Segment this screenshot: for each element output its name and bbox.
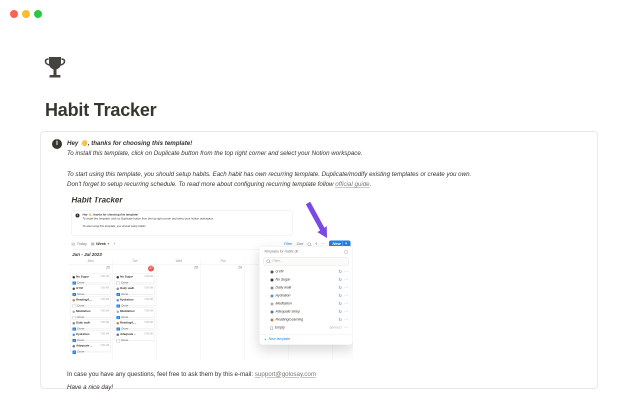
- done-label: Done: [121, 338, 129, 342]
- more-icon[interactable]: ⋯: [344, 317, 348, 322]
- done-label: Done: [77, 304, 85, 308]
- template-item[interactable]: [260, 292, 353, 300]
- more-icon[interactable]: ⋯: [344, 269, 348, 274]
- more-icon[interactable]: ⋯: [344, 309, 348, 314]
- callout-line-4-text: Don't forget to setup recurring schedule. To read more about configuring recurring template follow: [67, 181, 336, 189]
- habit-time: 7:00 AM: [144, 275, 153, 278]
- today-tab[interactable]: [72, 241, 87, 246]
- reading-icon: [117, 321, 120, 324]
- templates-dropdown: [259, 246, 353, 345]
- info-icon: i: [52, 139, 62, 149]
- drag-handle-icon: ⋮⋮: [264, 302, 269, 306]
- plus-icon: +: [264, 336, 267, 342]
- day-number-value: 26: [106, 265, 110, 270]
- habit-name: No Sugar: [76, 275, 89, 279]
- callout-line-4-period: .: [369, 181, 372, 189]
- have-a-nice-day-line: Have a nice day!: [67, 383, 114, 391]
- habit-name: Reading/L...: [120, 321, 137, 325]
- day-header: Thu: [201, 259, 245, 265]
- calendar-column: [201, 259, 245, 360]
- done-checkbox[interactable]: ✓: [117, 327, 120, 331]
- habit-name: Adequate ...: [76, 344, 93, 348]
- no-sugar-icon: [117, 275, 120, 278]
- day-header: Mon: [69, 259, 113, 265]
- habit-card[interactable]: [115, 284, 156, 294]
- habit-name: No Sugar: [120, 275, 133, 279]
- info-icon[interactable]: i: [345, 250, 347, 254]
- repeat-icon: ↻: [338, 285, 342, 290]
- day-number: [113, 264, 157, 272]
- repeat-icon: ↻: [338, 293, 342, 298]
- hydration-icon: [73, 333, 76, 336]
- done-checkbox[interactable]: ✓: [73, 292, 76, 296]
- list-view-icon: ▤: [71, 241, 76, 246]
- habit-card[interactable]: [71, 330, 112, 340]
- template-name: Hydration: [275, 293, 291, 298]
- dropdown-title: Templates for Habits db: [264, 249, 299, 254]
- mini-callout: [72, 210, 293, 236]
- habit-card[interactable]: [71, 342, 112, 352]
- default-badge: DEFAULT: [329, 326, 342, 330]
- reading-icon: [271, 318, 274, 321]
- habit-name: Daily walk: [76, 321, 91, 325]
- template-item[interactable]: [260, 324, 353, 332]
- habit-card[interactable]: [115, 330, 156, 340]
- done-checkbox[interactable]: ✓: [73, 327, 76, 331]
- purple-arrow-annotation: [298, 199, 333, 245]
- habit-time: 7:00 AM: [100, 309, 109, 313]
- habit-card[interactable]: [115, 273, 156, 283]
- template-name: GYM: [275, 269, 284, 274]
- calendar-column: [157, 259, 201, 360]
- habit-card[interactable]: [71, 273, 112, 283]
- info-icon: i: [77, 213, 78, 217]
- day-number: [157, 264, 201, 272]
- habit-time: 7:00 AM: [100, 275, 109, 278]
- done-checkbox[interactable]: ✓: [117, 315, 120, 319]
- day-number-value: 28: [194, 265, 198, 270]
- habit-name: Adequate ...: [120, 332, 137, 336]
- automations-icon[interactable]: ϟ: [315, 241, 318, 246]
- new-template-button[interactable]: [260, 336, 353, 343]
- repeat-icon: ↻: [338, 317, 342, 322]
- habit-time: 7:00 AM: [100, 298, 109, 301]
- mini-callout-line-2: To install this template, click on Duplicate button from the top right corner and select your Notion workspace.: [82, 217, 214, 221]
- empty-page-icon: [271, 326, 274, 330]
- more-icon[interactable]: ⋯: [344, 301, 348, 306]
- done-label: Done: [121, 327, 129, 331]
- sleep-icon: [271, 310, 274, 313]
- drag-handle-icon: ⋮⋮: [264, 318, 269, 322]
- dumbbell-icon: [271, 270, 274, 273]
- day-number: [69, 264, 113, 272]
- done-label: Done: [121, 292, 129, 296]
- done-checkbox[interactable]: ✓: [117, 304, 120, 308]
- template-preview-image: [69, 197, 353, 360]
- day-number-value: 29: [238, 265, 242, 270]
- habit-card[interactable]: [71, 284, 112, 294]
- drag-handle-icon: ⋮⋮: [264, 310, 269, 314]
- template-item[interactable]: [260, 316, 353, 324]
- done-checkbox[interactable]: ✓: [73, 350, 76, 354]
- hydration-icon: [271, 294, 274, 297]
- template-name: Empty: [275, 325, 285, 330]
- walk-icon: [117, 287, 120, 290]
- no-sugar-icon: [73, 275, 76, 278]
- template-item[interactable]: [260, 308, 353, 316]
- trophy-icon[interactable]: [44, 55, 66, 88]
- support-line: [67, 368, 583, 381]
- official-guide-link[interactable]: official guide: [335, 181, 370, 189]
- page-title: Habit Tracker: [45, 100, 157, 120]
- week-tab-label: Week: [96, 241, 106, 246]
- minimize-window-button[interactable]: [22, 10, 30, 18]
- habit-name: Meditation: [76, 309, 91, 313]
- sleep-icon: [117, 333, 120, 336]
- done-label: Done: [77, 281, 85, 285]
- done-label: Done: [121, 304, 129, 308]
- meditation-icon: [271, 302, 274, 305]
- habit-time: 7:00 AM: [144, 298, 153, 301]
- calendar-view-icon: ▦: [90, 241, 95, 246]
- drag-handle-icon: ⋮⋮: [264, 270, 269, 274]
- habit-name: Reading/L...: [76, 298, 93, 302]
- habit-name: Hydration: [76, 332, 90, 336]
- day-header: Wed: [157, 259, 201, 265]
- done-label: Done: [77, 327, 85, 331]
- done-checkbox[interactable]: ✓: [73, 338, 76, 342]
- today-badge: 27: [149, 266, 153, 270]
- today-tab-label: Today: [76, 241, 87, 246]
- new-template-label: New template: [268, 337, 291, 341]
- callout-line-4: [67, 180, 583, 190]
- meditation-icon: [117, 310, 120, 313]
- habit-card[interactable]: [71, 319, 112, 329]
- chevron-down-icon: ▾: [343, 241, 347, 246]
- add-view-button[interactable]: +: [113, 241, 116, 246]
- template-item[interactable]: [260, 268, 353, 276]
- drag-handle-icon: ⋮⋮: [264, 286, 269, 290]
- habit-name: Hydration: [120, 298, 134, 302]
- template-item[interactable]: [260, 284, 353, 292]
- drag-handle-icon: ⋮⋮: [264, 326, 269, 330]
- habit-card[interactable]: [71, 307, 112, 317]
- template-name: Reading/Learning: [275, 317, 304, 322]
- done-label: Done: [77, 338, 85, 342]
- dumbbell-icon: [73, 287, 76, 290]
- more-icon[interactable]: ⋯: [344, 277, 348, 282]
- done-checkbox[interactable]: ✓: [117, 292, 120, 296]
- habit-time: 7:00 AM: [100, 321, 109, 324]
- done-checkbox[interactable]: [117, 338, 121, 342]
- reading-icon: [73, 298, 76, 301]
- week-tab[interactable]: [91, 241, 110, 246]
- hydration-icon: [117, 298, 120, 301]
- template-name: Daily walk: [275, 285, 292, 290]
- habit-time: 7:00 AM: [100, 344, 109, 347]
- habit-card[interactable]: [115, 296, 156, 306]
- habit-time: 7:00 AM: [100, 286, 109, 290]
- done-label: Done: [77, 315, 85, 319]
- calendar-column: [69, 259, 113, 360]
- sort-button[interactable]: Sort: [296, 241, 304, 246]
- template-name: Adequate sleep: [275, 309, 300, 314]
- done-label: Done: [77, 350, 85, 354]
- done-label: Done: [121, 281, 129, 285]
- habit-time: 7:00 AM: [144, 286, 153, 290]
- support-email-link[interactable]: support@golosay.com: [254, 370, 316, 378]
- habit-time: 7:00 AM: [100, 332, 109, 336]
- close-window-button[interactable]: [10, 10, 18, 18]
- repeat-icon: ↻: [338, 301, 342, 306]
- chevron-down-icon: ▾: [107, 241, 110, 246]
- done-label: Done: [121, 315, 129, 319]
- template-name: Meditation: [275, 301, 292, 306]
- callout-line-2: To install this template, click on Duplicate button from the top right corner and select your Notion workspace.: [67, 150, 363, 158]
- day-header: Tue: [113, 259, 157, 265]
- habit-time: 7:00 AM: [144, 309, 153, 313]
- habit-card[interactable]: [115, 319, 156, 329]
- habit-name: Meditation: [120, 309, 135, 313]
- no-sugar-icon: [271, 278, 274, 281]
- repeat-icon: ↻: [338, 277, 342, 282]
- drag-handle-icon: ⋮⋮: [264, 278, 269, 282]
- filter-button[interactable]: Filter: [284, 241, 293, 246]
- more-options-icon[interactable]: ⋯: [321, 241, 326, 246]
- habit-time: 7:00 AM: [144, 321, 153, 324]
- template-item[interactable]: [260, 276, 353, 284]
- repeat-icon: ↻: [338, 309, 342, 314]
- more-icon[interactable]: ⋯: [344, 285, 348, 290]
- sleep-icon: [73, 344, 76, 347]
- habit-card[interactable]: [115, 307, 156, 317]
- mini-page-title: Habit Tracker: [71, 196, 123, 205]
- more-icon[interactable]: ⋯: [344, 325, 348, 330]
- habit-time: 7:00 AM: [144, 332, 153, 336]
- day-number: [201, 264, 245, 272]
- habit-card[interactable]: [71, 296, 112, 306]
- habit-name: GYM: [76, 286, 83, 290]
- new-button-label: New: [332, 241, 341, 246]
- drag-handle-icon: ⋮⋮: [264, 294, 269, 298]
- repeat-icon: ↻: [338, 269, 342, 274]
- zoom-window-button[interactable]: [34, 10, 42, 18]
- callout: [40, 131, 598, 389]
- template-name: No Sugar: [275, 277, 291, 282]
- callout-line-1: Hey 👋, thanks for choosing this template!: [67, 140, 193, 147]
- template-search-input[interactable]: [264, 257, 349, 266]
- search-icon: [267, 259, 271, 263]
- callout-line-3: To start using this template, you should setup habits. Each habit has own recurring template. Duplicate/modify existing templates or create you own.: [67, 170, 472, 178]
- done-label: Done: [77, 292, 85, 296]
- calendar-column: [113, 259, 157, 360]
- search-placeholder: Filter...: [272, 258, 283, 263]
- mini-callout-line-1: Hey 👋, thanks for choosing this template!: [82, 213, 139, 217]
- done-checkbox[interactable]: ✓: [73, 281, 76, 285]
- template-item[interactable]: [260, 300, 353, 308]
- walk-icon: [271, 286, 274, 289]
- support-line-text: In case you have any questions, feel free to ask them by this e-mail:: [67, 370, 255, 378]
- more-icon[interactable]: ⋯: [344, 293, 348, 298]
- date-range-label: Jun - Jul 2023: [72, 251, 102, 257]
- habit-name: Daily walk: [120, 286, 135, 290]
- meditation-icon: [73, 310, 76, 313]
- walk-icon: [73, 321, 76, 324]
- mini-callout-line-3: To start using this template, you should setup habits: [82, 224, 146, 228]
